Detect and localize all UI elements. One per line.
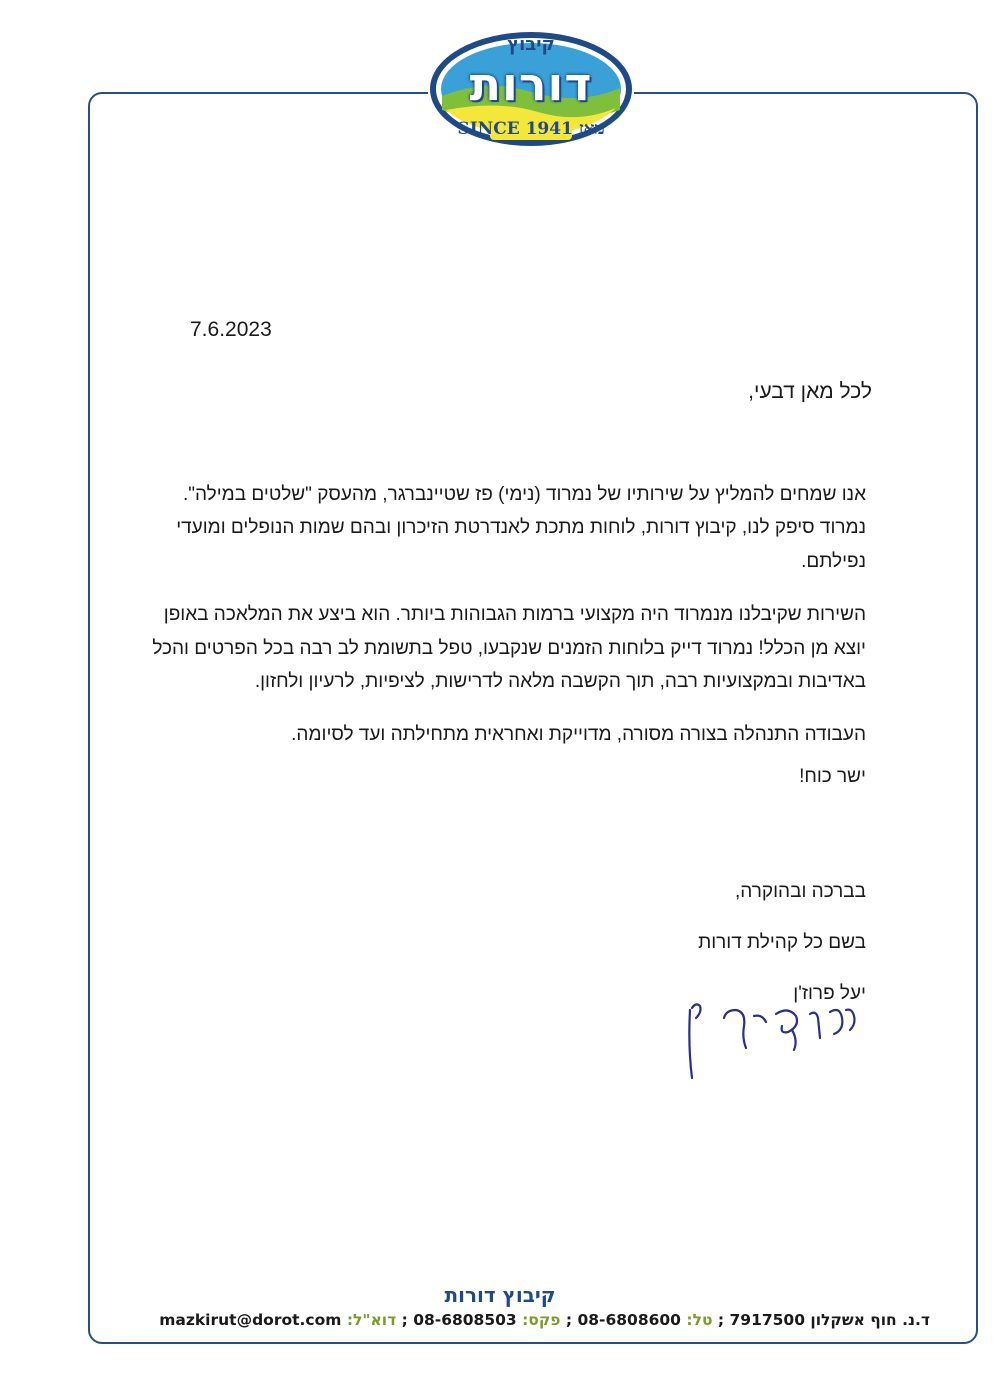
footer-contact-line [138, 1311, 930, 1329]
footer-fax: 08-6808503 ; [401, 1311, 517, 1329]
footer-email[interactable]: mazkirut@dorot.com [159, 1311, 342, 1329]
logo-since: SINCE 1941 מאז [457, 119, 605, 139]
regards-line: בברכה ובהוקרה, [735, 881, 866, 902]
thanks-line: ישר כוח! [799, 765, 866, 787]
paragraph-service: השירות שקיבלנו מנמרוד היה מקצועי ברמות הגבוהות ביותר. הוא ביצע את המלאכה באופן יוצא מן הכלל! נמרוד דייק בלוחות הזמנים שנקבעו, טפל בתשומת לב רבה בכל הפרטים והכל באדיבות ובמקצועיות רבה, תוך הקשבה מלאה לדרישות, לציפיות, לרעיון ולחזון. [152, 604, 866, 693]
paragraph-recommendation: אנו שמחים להמליץ על שירותיו של נמרוד (נימי) פז שטיינברגר, מהעסק "שלטים במילה". נמרוד סיפק לנו, קיבוץ דורות, לוחות מתכת לאנדרטת הזיכרון ובהם שמות הנופלים ומועדי נפילתם. [176, 484, 866, 572]
logo-top-text: קיבוץ [507, 34, 555, 55]
paragraph-work: העבודה התנהלה בצורה מסורה, מדוייקת ואחראית מתחילתה ועד לסיומה. [291, 724, 866, 746]
footer-phone-label: טל: [686, 1311, 713, 1329]
footer-org-name: קיבוץ דורות [444, 1283, 556, 1307]
logo-name: דורות [469, 57, 593, 111]
footer-address: ד.נ. חוף אשקלון 7917500 ; [717, 1311, 930, 1329]
letter-body [146, 478, 866, 813]
on-behalf-line: בשם כל קהילת דורות [698, 932, 866, 953]
footer-phone: 08-6808600 ; [565, 1311, 681, 1329]
handwritten-signature [684, 996, 864, 1086]
footer-fax-label: פקס: [522, 1311, 561, 1329]
salutation: לכל מאן דבעי, [748, 380, 872, 403]
kibbutz-dorot-logo [428, 30, 634, 148]
signer-name: יעל פרוז'ן [793, 983, 866, 1004]
letter-date: 7.6.2023 [190, 318, 272, 341]
footer-email-label: דוא"ל: [346, 1311, 397, 1329]
